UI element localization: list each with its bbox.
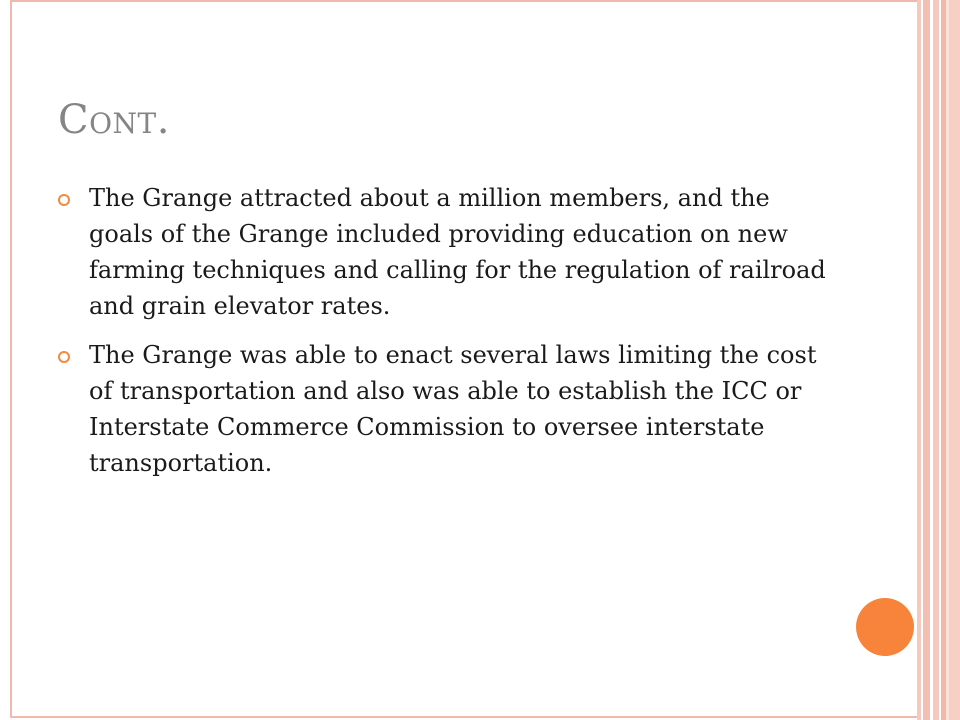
bullet-list xyxy=(58,180,838,494)
hollow-circle-bullet-icon xyxy=(58,351,70,363)
orange-circle-icon xyxy=(856,598,914,656)
stripe xyxy=(949,0,960,720)
bullet-item xyxy=(58,180,838,324)
bullet-item xyxy=(58,337,838,481)
right-decorative-stripes xyxy=(917,0,960,720)
bullet-text: The Grange attracted about a million members, and the goals of the Grange included providing education on new farming techniques and calling for the regulation of railroad and grain elevator rates. xyxy=(89,184,826,320)
slide-title: Cont. xyxy=(58,97,170,143)
hollow-circle-bullet-icon xyxy=(58,194,70,206)
stripe xyxy=(923,0,930,720)
bullet-text: The Grange was able to enact several laws limiting the cost of transportation and also was able to establish the ICC or Interstate Commerce Commission to oversee interstate transportation. xyxy=(89,341,817,477)
